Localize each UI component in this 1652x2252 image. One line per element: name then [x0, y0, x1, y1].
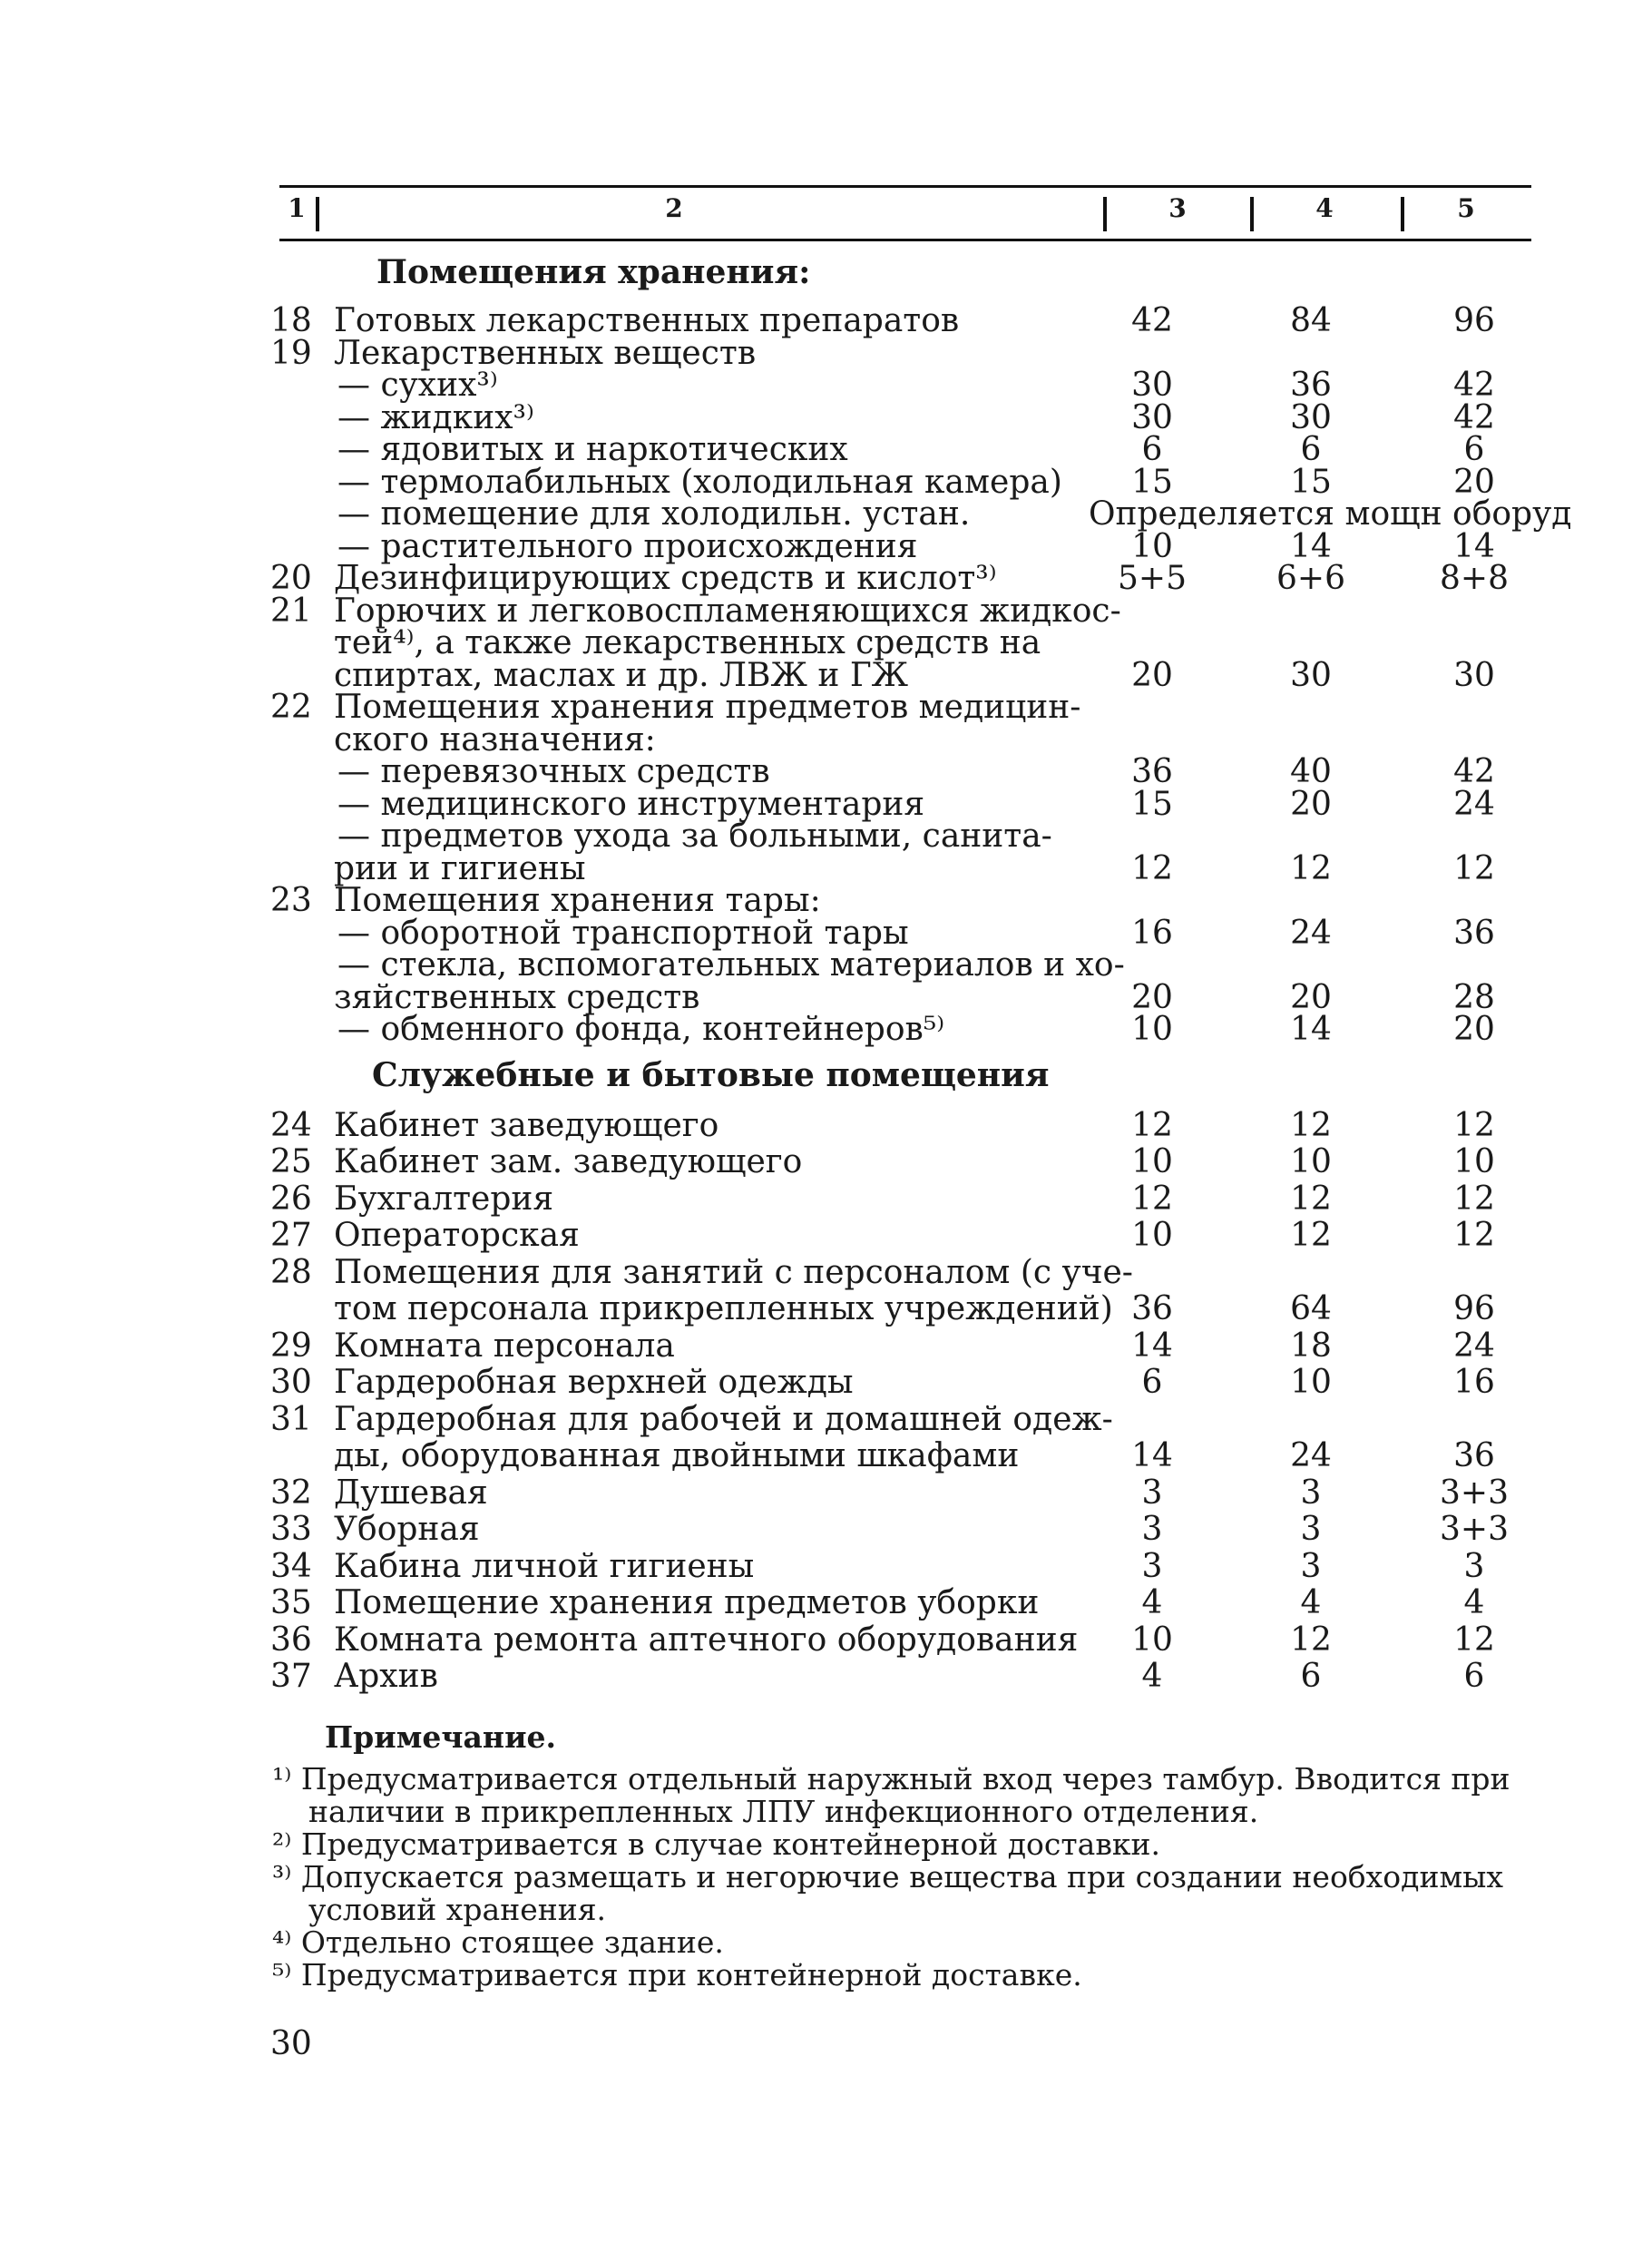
cell-col-3: 36: [1131, 753, 1173, 790]
note-line: ¹⁾ Предусматривается отдельный наружный вход через тамбур. Вводится при: [272, 1760, 1510, 1797]
cell-col-3: 30: [1131, 367, 1173, 404]
cell-col-3: 3: [1141, 1511, 1163, 1548]
row-label: Кабинет зам. заведующего: [334, 1143, 803, 1180]
cell-col-3: 4: [1141, 1584, 1163, 1621]
cell-col-4: 84: [1290, 302, 1332, 339]
row-label: Гардеробная для рабочей и домашней одеж-: [334, 1400, 1113, 1438]
cell-col-5: 3+3: [1440, 1511, 1509, 1548]
cell-col-3: 12: [1131, 849, 1173, 887]
row-label: ды, оборудованная двойными шкафами: [334, 1437, 1020, 1474]
note-line: ³⁾ Допускается размещать и негорючие вещества при создании необходимых: [272, 1858, 1504, 1895]
header-col-1: 1: [288, 193, 306, 223]
cell-col-5: 4: [1463, 1584, 1485, 1621]
cell-col-5: 30: [1453, 656, 1495, 694]
header-divider: [1250, 197, 1254, 231]
row-label: — предметов ухода за больными, санита-: [337, 818, 1052, 855]
cell-col-4: 12: [1290, 1180, 1332, 1218]
row-number: 23: [270, 882, 312, 919]
cell-col-4: 4: [1300, 1584, 1322, 1621]
header-col-3: 3: [1168, 193, 1187, 223]
cell-col-4: 10: [1290, 1143, 1332, 1180]
cell-col-4: 6: [1300, 1658, 1322, 1695]
cell-col-3: 42: [1131, 302, 1173, 339]
row-label: — термолабильных (холодильная камера): [337, 463, 1062, 501]
cell-col-5: 36: [1453, 914, 1495, 952]
cell-col-4: 3: [1300, 1511, 1322, 1548]
cell-col-3: 3: [1141, 1547, 1163, 1585]
cell-col-4: 6+6: [1276, 560, 1345, 597]
row-number: 32: [270, 1474, 312, 1512]
cell-col-5: 24: [1453, 1327, 1495, 1365]
row-label: — оборотной транспортной тары: [337, 914, 909, 952]
cell-col-5: 96: [1453, 1290, 1495, 1327]
row-label: спиртах, маслах и др. ЛВЖ и ГЖ: [334, 656, 909, 694]
cell-col-4: 12: [1290, 1620, 1332, 1659]
cell-col-5: 3: [1463, 1547, 1485, 1585]
header-divider: [1103, 197, 1107, 231]
cell-col-4: 24: [1290, 1437, 1332, 1474]
row-number: 34: [270, 1547, 312, 1585]
cell-col-3: 14: [1131, 1327, 1173, 1365]
cell-col-4: 20: [1290, 785, 1332, 823]
cell-col-5: 96: [1453, 302, 1495, 339]
header-divider: [1401, 197, 1404, 231]
row-label: Кабинет заведующего: [334, 1106, 719, 1144]
cell-col-3: 10: [1131, 1011, 1173, 1048]
section-heading-text: Помещения хранения:: [376, 253, 811, 291]
cell-col-3: 15: [1131, 785, 1173, 823]
note-line: ⁴⁾ Отдельно стоящее здание.: [272, 1924, 724, 1960]
cell-col-4: 3: [1300, 1474, 1322, 1512]
row-label: зяйственных средств: [334, 978, 700, 1016]
cell-col-3: 30: [1131, 398, 1173, 436]
row-label: Горючих и легковоспламеняющихся жидкос-: [334, 592, 1121, 630]
row-number: 31: [270, 1400, 312, 1438]
cell-col-4: 30: [1290, 656, 1332, 694]
row-number: 18: [270, 302, 312, 339]
cell-col-3: 3: [1141, 1474, 1163, 1512]
cell-col-3: 20: [1131, 978, 1173, 1016]
header-col-4: 4: [1315, 193, 1334, 223]
cell-col-4: 36: [1290, 367, 1332, 404]
note-line: наличии в прикрепленных ЛПУ инфекционного отделения.: [308, 1793, 1259, 1829]
cell-col-5: 36: [1453, 1437, 1495, 1474]
row-label: Помещение хранения предметов уборки: [334, 1584, 1040, 1621]
row-number: 30: [270, 1364, 312, 1401]
row-label: Архив: [334, 1658, 438, 1695]
row-number: 22: [270, 689, 312, 726]
row-number: 37: [270, 1658, 312, 1695]
row-label: — жидких³⁾: [337, 398, 534, 436]
row-number: 21: [270, 592, 312, 630]
row-number: 20: [270, 560, 312, 597]
cell-col-4: 20: [1290, 978, 1332, 1016]
row-number: 19: [270, 334, 312, 372]
cell-col-3: 6: [1141, 431, 1163, 468]
cell-col-4: 30: [1290, 398, 1332, 436]
row-label: Бухгалтерия: [334, 1180, 554, 1218]
cell-col-4: 18: [1290, 1327, 1332, 1365]
cell-col-3: 12: [1131, 1180, 1173, 1218]
row-label: Помещения хранения тары:: [334, 882, 821, 919]
row-label: Гардеробная верхней одежды: [334, 1364, 854, 1401]
cell-col-5: 6: [1463, 1658, 1485, 1695]
cell-col-5: 6: [1463, 431, 1485, 468]
row-number: 24: [270, 1106, 312, 1144]
row-label: — ядовитых и наркотических: [337, 431, 848, 468]
cell-col-4: 14: [1290, 527, 1332, 565]
cell-col-3: 14: [1131, 1437, 1173, 1474]
cell-col-5: 42: [1453, 367, 1495, 404]
cell-col-5: 20: [1453, 1011, 1495, 1048]
cell-col-3: 12: [1131, 1106, 1173, 1144]
cell-col-3: 15: [1131, 463, 1173, 501]
cell-col-5: 16: [1453, 1364, 1495, 1401]
row-label: — сухих³⁾: [337, 367, 498, 404]
cell-col-4: 14: [1290, 1011, 1332, 1048]
row-span-note: Определяется мощн оборуд: [1089, 495, 1572, 533]
cell-col-4: 3: [1300, 1547, 1322, 1585]
cell-col-3: 36: [1131, 1290, 1173, 1327]
row-label: ского назначения:: [334, 720, 656, 759]
cell-col-3: 10: [1131, 1620, 1173, 1659]
cell-col-5: 12: [1453, 1620, 1495, 1659]
cell-col-3: 10: [1131, 1217, 1173, 1254]
cell-col-3: 4: [1141, 1658, 1163, 1695]
cell-col-3: 10: [1131, 527, 1173, 565]
cell-col-5: 42: [1453, 753, 1495, 790]
cell-col-4: 10: [1290, 1364, 1332, 1401]
row-label: Дезинфицирующих средств и кислот³⁾: [334, 560, 997, 597]
row-label: Лекарственных веществ: [334, 334, 757, 372]
row-number: 26: [270, 1180, 312, 1218]
page-number: 30: [270, 2025, 312, 2062]
note-line: ²⁾ Предусматривается в случае контейнерной доставки.: [272, 1826, 1161, 1862]
row-number: 25: [270, 1143, 312, 1180]
cell-col-4: 12: [1290, 849, 1332, 887]
row-label: рии и гигиены: [334, 849, 586, 887]
cell-col-4: 24: [1290, 914, 1332, 952]
row-label: — перевязочных средств: [337, 753, 770, 790]
row-label: Душевая: [334, 1474, 488, 1512]
row-label: Комната персонала: [334, 1327, 675, 1365]
row-label: — помещение для холодильн. устан.: [337, 495, 971, 533]
row-label: тей⁴⁾, а также лекарственных средств на: [334, 624, 1041, 661]
cell-col-5: 28: [1453, 978, 1495, 1016]
row-label: том персонала прикрепленных учреждений): [334, 1290, 1113, 1327]
cell-col-3: 20: [1131, 656, 1173, 694]
cell-col-5: 8+8: [1440, 560, 1509, 597]
section-heading-text: Служебные и бытовые помещения: [372, 1055, 1050, 1094]
cell-col-5: 24: [1453, 785, 1495, 823]
cell-col-3: 16: [1131, 914, 1173, 952]
row-label: Уборная: [334, 1511, 480, 1548]
cell-col-5: 10: [1453, 1143, 1495, 1180]
row-label: — обменного фонда, контейнеров⁵⁾: [337, 1011, 945, 1048]
row-label: — стекла, вспомогательных материалов и хо-: [337, 946, 1125, 984]
row-number: 27: [270, 1217, 312, 1254]
row-number: 29: [270, 1327, 312, 1365]
cell-col-3: 6: [1141, 1364, 1163, 1401]
cell-col-5: 12: [1453, 1180, 1495, 1218]
cell-col-5: 3+3: [1440, 1474, 1509, 1512]
row-label: Комната ремонта аптечного оборудования: [334, 1620, 1079, 1659]
note-line: условий хранения.: [308, 1891, 607, 1927]
row-number: 33: [270, 1511, 312, 1548]
cell-col-5: 20: [1453, 463, 1495, 501]
cell-col-4: 15: [1290, 463, 1332, 501]
notes-title: Примечание.: [325, 1718, 557, 1755]
cell-col-3: 10: [1131, 1143, 1173, 1180]
row-label: — медицинского инструментария: [337, 785, 925, 823]
row-label: Помещения для занятий с персоналом (с уче-: [334, 1253, 1133, 1291]
header-col-5: 5: [1457, 193, 1475, 223]
cell-col-4: 12: [1290, 1217, 1332, 1254]
cell-col-4: 64: [1290, 1290, 1332, 1327]
row-label: Операторская: [334, 1217, 580, 1254]
cell-col-5: 12: [1453, 849, 1495, 887]
row-number: 36: [270, 1620, 312, 1659]
row-label: Кабина личной гигиены: [334, 1547, 755, 1585]
cell-col-4: 40: [1290, 753, 1332, 790]
note-line: ⁵⁾ Предусматривается при контейнерной доставке.: [272, 1956, 1082, 1993]
cell-col-4: 6: [1300, 431, 1322, 468]
row-number: 28: [270, 1253, 312, 1291]
row-number: 35: [270, 1584, 312, 1621]
cell-col-5: 14: [1453, 527, 1495, 565]
row-label: Готовых лекарственных препаратов: [334, 302, 960, 339]
table-header: [279, 185, 1531, 241]
header-col-2: 2: [665, 193, 683, 223]
cell-col-5: 12: [1453, 1106, 1495, 1144]
row-label: — растительного происхождения: [337, 527, 918, 565]
cell-col-5: 12: [1453, 1217, 1495, 1254]
cell-col-5: 42: [1453, 398, 1495, 436]
row-label: Помещения хранения предметов медицин-: [334, 689, 1081, 726]
cell-col-4: 12: [1290, 1106, 1332, 1144]
cell-col-3: 5+5: [1118, 560, 1187, 597]
